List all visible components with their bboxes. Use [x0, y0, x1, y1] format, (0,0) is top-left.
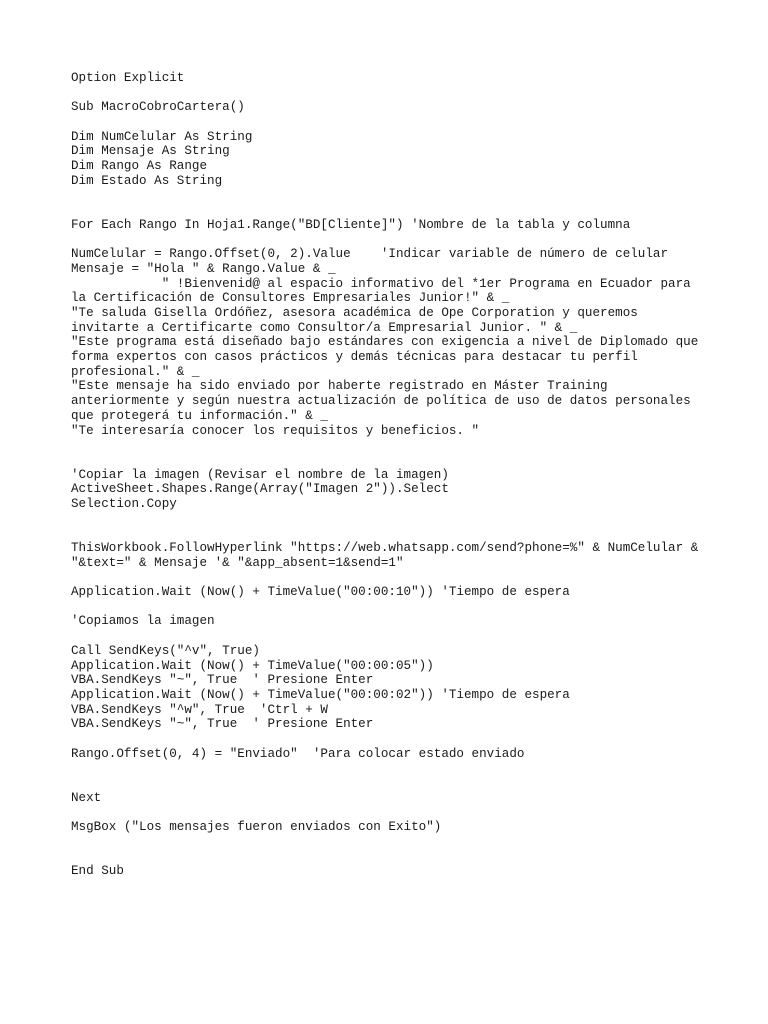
code-line: NumCelular = Rango.Offset(0, 2).Value 'Indicar variable de número de celular [71, 247, 669, 262]
code-line [71, 526, 751, 541]
code-line: "Este mensaje ha sido enviado por haberte registrado en Máster Training [71, 379, 608, 394]
code-line: MsgBox ("Los mensajes fueron enviados con Exito") [71, 820, 442, 835]
code-line: Mensaje = "Hola " & Rango.Value & _ [71, 261, 336, 276]
code-line [71, 732, 751, 747]
code-line: For Each Rango In Hoja1.Range("BD[Cliente]") 'Nombre de la tabla y columna [71, 217, 631, 232]
code-line [71, 512, 751, 527]
code-line: 'Copiamos la imagen [71, 614, 215, 629]
code-line: invitarte a Certificarte como Consultor/a Empresarial Junior. " & _ [71, 320, 578, 335]
code-line [71, 438, 751, 453]
code-line: ThisWorkbook.FollowHyperlink "https://web.whatsapp.com/send?phone=%" & NumCelular & [71, 541, 699, 555]
code-line: Dim Rango As Range [71, 159, 208, 174]
code-line: "&text=" & Mensaje '& "&app_absent=1&send=1" [71, 555, 404, 570]
code-line: que protegerá tu información." & _ [71, 408, 328, 423]
code-line [71, 600, 751, 615]
code-line: profesional." & _ [71, 364, 200, 379]
code-line [71, 835, 751, 850]
code-line: VBA.SendKeys "^w", True 'Ctrl + W [71, 702, 328, 717]
code-line [71, 761, 751, 776]
code-document [71, 71, 751, 879]
code-line [71, 189, 751, 204]
code-line [71, 776, 751, 791]
code-line: Selection.Copy [71, 496, 177, 511]
code-line [71, 453, 751, 468]
code-line: End Sub [71, 864, 124, 879]
code-line [71, 849, 751, 864]
code-line: "Te interesaría conocer los requisitos y beneficios. " [71, 423, 480, 438]
code-line [71, 115, 751, 130]
code-line: Application.Wait (Now() + TimeValue("00:00:02")) 'Tiempo de espera [71, 687, 570, 702]
code-line: VBA.SendKeys "~", True ' Presione Enter [71, 673, 374, 688]
code-line: " !Bienvenid@ al espacio informativo del *1er Programa en Ecuador para [71, 276, 691, 291]
code-line [71, 805, 751, 820]
code-line: la Certificación de Consultores Empresariales Junior!" & _ [71, 291, 510, 306]
code-line [71, 86, 751, 101]
code-line: "Te saluda Gisella Ordóñez, asesora académica de Ope Corporation y queremos [71, 306, 638, 320]
code-line [71, 203, 751, 218]
code-line: Option Explicit [71, 71, 185, 85]
code-line: Sub MacroCobroCartera() [71, 100, 245, 115]
code-line: anteriormente y según nuestra actualización de política de uso de datos personales [71, 394, 691, 409]
code-line: Application.Wait (Now() + TimeValue("00:00:10")) 'Tiempo de espera [71, 585, 570, 600]
code-line: Dim Mensaje As String [71, 144, 230, 159]
code-line: VBA.SendKeys "~", True ' Presione Enter [71, 717, 374, 732]
code-line [71, 233, 751, 248]
code-line [71, 570, 751, 585]
code-line: Rango.Offset(0, 4) = "Enviado" 'Para colocar estado enviado [71, 746, 525, 761]
code-line: Dim NumCelular As String [71, 129, 253, 144]
code-line: Call SendKeys("^v", True) [71, 643, 260, 658]
code-line: 'Copiar la imagen (Revisar el nombre de la imagen) [71, 467, 449, 482]
code-line: "Este programa está diseñado bajo estándares con exigencia a nivel de Diplomado que [71, 335, 699, 350]
code-line: Dim Estado As String [71, 173, 223, 188]
code-line: ActiveSheet.Shapes.Range(Array("Imagen 2")).Select [71, 482, 449, 497]
code-line: Next [71, 790, 102, 805]
code-line: Application.Wait (Now() + TimeValue("00:00:05")) [71, 658, 434, 673]
code-line: forma expertos con casos prácticos y demás técnicas para destacar tu perfil [71, 350, 638, 365]
code-line [71, 629, 751, 644]
